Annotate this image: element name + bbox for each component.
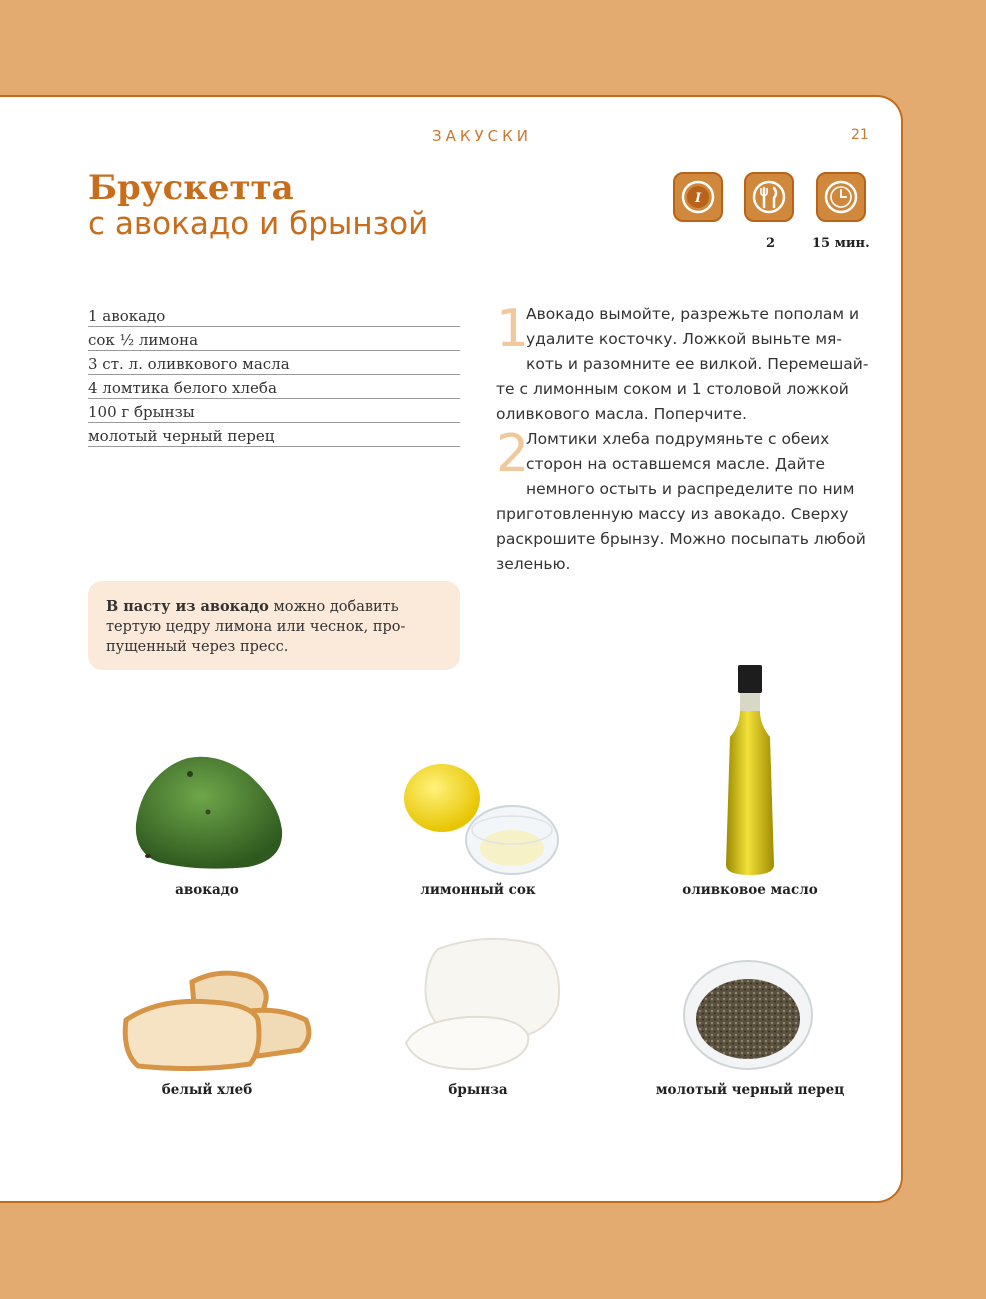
ingredient-item: сок ½ лимона <box>88 327 460 351</box>
photo-label-bread: белый хлеб <box>161 1082 253 1098</box>
black-pepper-image <box>680 955 816 1073</box>
difficulty-icon <box>673 172 723 222</box>
photo-label-brynza: брынза <box>448 1082 508 1098</box>
step-text: Авокадо вымойте, разрежьте пополам и удалите косточку. Ложкой выньте мя-коть и разомните ее вилкой. Перемешай-те с лимонным соком и 1 столовой ложкой оливкового масла. Поперчите. <box>496 305 869 423</box>
step-2 <box>496 424 871 577</box>
ingredient-item: молотый черный перец <box>88 423 460 447</box>
brynza-image <box>398 935 566 1075</box>
step-number: 1 <box>496 299 530 359</box>
photo-label-olive-oil: оливковое масло <box>682 882 818 898</box>
difficulty-level-text: I <box>694 191 702 206</box>
lemon-juice-image <box>400 760 565 875</box>
recipe-title: Брускетта <box>88 168 294 208</box>
step-text: Ломтики хлеба подрумяньте с обеих сторон на оставшемся масле. Дайте немного остыть и распределите по ним приготовленную массу из авокадо. Сверху раскрошите брынзу. Можно посыпать любой зеленью. <box>496 430 866 573</box>
time-clock-icon <box>816 172 866 222</box>
cooking-time: 15 мин. <box>812 236 870 251</box>
photo-label-black-pepper: молотый черный перец <box>655 1082 845 1098</box>
servings-fork-knife-icon <box>744 172 794 222</box>
page-number: 21 <box>851 127 869 143</box>
section-label: ЗАКУСКИ <box>432 127 533 145</box>
tip-box <box>88 581 460 670</box>
ingredient-item: 1 авокадо <box>88 303 460 327</box>
tip-bold: В пасту из авокадо <box>106 598 269 615</box>
photo-label-avocado: авокадо <box>175 882 239 898</box>
servings-count: 2 <box>766 236 776 251</box>
ingredients-list <box>88 303 460 447</box>
step-number: 2 <box>496 424 530 484</box>
steps <box>496 299 871 577</box>
recipe-subtitle: с авокадо и брынзой <box>88 206 429 242</box>
step-1 <box>496 299 871 427</box>
ingredient-item: 3 ст. л. оливкового масла <box>88 351 460 375</box>
ingredient-item: 4 ломтика белого хлеба <box>88 375 460 399</box>
tip-text: можно добавить тертую цедру лимона или чеснок, про-пущенный через пресс. <box>106 599 406 655</box>
photo-label-lemon-juice: лимонный сок <box>420 882 536 898</box>
bread-image <box>118 968 314 1076</box>
avocado-image <box>128 752 288 872</box>
ingredient-item: 100 г брынзы <box>88 399 460 423</box>
olive-oil-image <box>722 665 778 877</box>
